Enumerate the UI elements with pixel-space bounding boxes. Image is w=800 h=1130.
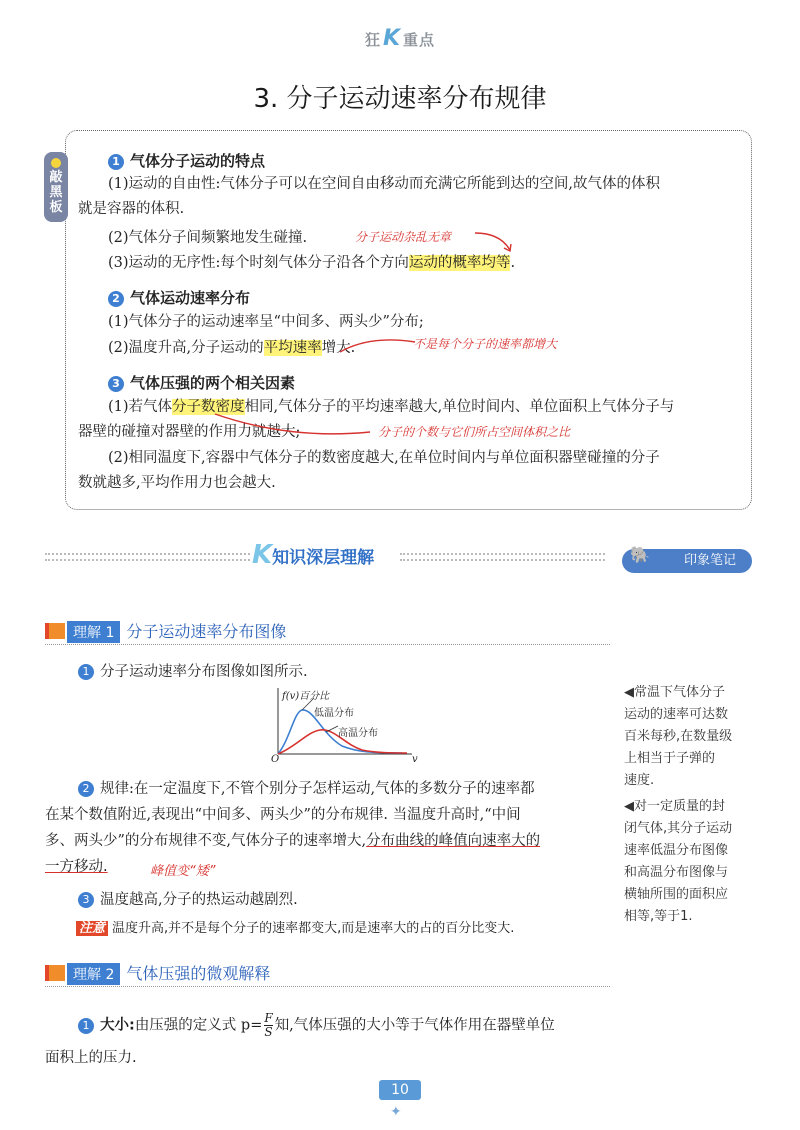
key-points-tab bbox=[44, 152, 68, 222]
note-arrow bbox=[330, 330, 420, 360]
text: 温度升高,并不是每个分子的速率都变大,而是速率大的占的百分比变大. bbox=[112, 921, 515, 936]
graph-high-label: 高温分布 bbox=[338, 728, 378, 739]
graph-ylabel: f(v)百分比 bbox=[282, 691, 330, 702]
body-para bbox=[78, 777, 535, 802]
box-para: 数就越多,平均作用力也会越大. bbox=[78, 475, 276, 491]
heading-text: 气体分子运动的特点 bbox=[130, 152, 266, 170]
text: 多、两头少”的分布规律不变,气体分子的速率增大, bbox=[45, 833, 367, 849]
body-para: 一方移动. bbox=[45, 859, 108, 875]
box-para bbox=[108, 251, 515, 276]
highlight-text: 分子数密度 bbox=[172, 399, 245, 415]
book-icon bbox=[45, 965, 65, 981]
body-para: 面积上的压力. bbox=[45, 1050, 137, 1066]
number-3-icon: 3 bbox=[108, 376, 124, 392]
text: 由压强的定义式 p= bbox=[134, 1017, 263, 1034]
brand-right: 重点 bbox=[403, 31, 436, 49]
divider bbox=[45, 559, 250, 561]
brand-left: 狂 bbox=[364, 31, 381, 49]
page-title: 3. 分子运动速率分布规律 bbox=[253, 84, 547, 114]
handwritten-note: 分子的个数与它们所占空间体积之比 bbox=[378, 425, 571, 439]
handwritten-note: 峰值变“矮” bbox=[150, 864, 216, 879]
divider bbox=[400, 553, 605, 555]
body-para: 在某个数值附近,表现出“中间多、两头少”的分布规律. 当温度升高时,“中间 bbox=[45, 807, 521, 823]
text: (3)运动的无序性:每个时刻气体分子沿各个方向 bbox=[108, 255, 409, 271]
handwritten-note: 分子运动杂乱无章 bbox=[355, 230, 452, 244]
tab-char: 黑 bbox=[49, 185, 63, 200]
underlined-text: 分布曲线的峰值向速率大的 bbox=[366, 833, 541, 849]
heading-text: 气体运动速率分布 bbox=[130, 289, 251, 307]
box-heading-2 bbox=[108, 287, 250, 308]
number-3-icon: 3 bbox=[78, 892, 94, 908]
fraction-numerator: F bbox=[264, 1011, 273, 1025]
highlight-text: 平均速率 bbox=[263, 340, 322, 356]
divider bbox=[45, 986, 610, 987]
handwritten-note: 不是每个分子的速率都增大 bbox=[413, 337, 558, 351]
graph-low-label: 低温分布 bbox=[314, 708, 354, 719]
section-tag: 理解 2 bbox=[67, 963, 120, 985]
text: . bbox=[510, 255, 516, 271]
body-para bbox=[78, 1012, 555, 1039]
book-icon bbox=[45, 623, 65, 639]
text: 规律:在一定温度下,不管个别分子怎样运动,气体的多数分子的速率都 bbox=[100, 781, 535, 797]
number-1-icon: 1 bbox=[78, 664, 94, 680]
tab-char: 板 bbox=[49, 200, 63, 215]
divider bbox=[400, 559, 605, 561]
graph-origin: O bbox=[271, 754, 280, 765]
deep-understanding-title bbox=[252, 540, 374, 570]
box-para: 就是容器的体积. bbox=[78, 201, 185, 217]
text: (1)若气体 bbox=[108, 399, 173, 415]
side-line: 百米每秒,在数量级 bbox=[624, 729, 733, 744]
side-line: ◀常温下气体分子 bbox=[624, 685, 725, 700]
side-line: 相等,等于1. bbox=[624, 909, 693, 924]
section-1-heading bbox=[45, 619, 286, 643]
brand-header bbox=[0, 26, 800, 51]
side-line: 上相当于子弹的 bbox=[624, 751, 716, 766]
fraction-denominator: S bbox=[264, 1025, 273, 1039]
box-para: (2)气体分子间频繁地发生碰撞. bbox=[108, 230, 308, 246]
box-para: 器壁的碰撞对器壁的作用力就越大; bbox=[78, 424, 301, 440]
memo-label: 印象笔记 bbox=[683, 553, 736, 568]
section-2-heading bbox=[45, 961, 270, 985]
text: 知,气体压强的大小等于气体作用在器壁单位 bbox=[274, 1017, 555, 1034]
text: 温度越高,分子的热运动越剧烈. bbox=[100, 892, 298, 908]
fraction bbox=[264, 1012, 272, 1039]
body-para bbox=[45, 829, 540, 854]
side-line: ◀对一定质量的封 bbox=[624, 799, 725, 814]
number-1-icon: 1 bbox=[78, 1018, 94, 1034]
heading-text: 知识深层理解 bbox=[272, 548, 375, 568]
side-note-1 bbox=[624, 682, 754, 792]
box-para: (1)气体分子的运动速率呈“中间多、两头少”分布; bbox=[108, 314, 424, 330]
box-para bbox=[108, 336, 355, 361]
elephant-icon: 🐘 bbox=[630, 545, 650, 564]
brand-k-logo: K bbox=[382, 26, 402, 51]
text: 增大. bbox=[321, 340, 356, 356]
divider bbox=[45, 553, 250, 555]
heading-text: 气体压强的两个相关因素 bbox=[130, 374, 296, 392]
box-heading-3 bbox=[108, 372, 295, 393]
side-note-2 bbox=[624, 796, 754, 928]
box-para: (1)运动的自由性:气体分子可以在空间自由移动而充满它所能到达的空间,故气体的体积 bbox=[108, 176, 661, 192]
side-line: 横轴所围的面积应 bbox=[624, 887, 729, 902]
side-line: 和高温分布图像与 bbox=[624, 865, 729, 880]
note-arrow bbox=[210, 410, 380, 440]
side-line: 速率低温分布图像 bbox=[624, 843, 729, 858]
side-line: 运动的速率可达数 bbox=[624, 707, 729, 722]
side-line: 闭气体,其分子运动 bbox=[624, 821, 733, 836]
section-tag: 理解 1 bbox=[67, 621, 120, 643]
highlight-text: 运动的概率均等 bbox=[408, 255, 511, 271]
side-line: 速度. bbox=[624, 773, 655, 788]
number-1-icon: 1 bbox=[108, 154, 124, 170]
attention-badge: 注意 bbox=[76, 921, 108, 936]
divider bbox=[45, 644, 610, 645]
bird-icon: ✦ bbox=[390, 1104, 402, 1120]
number-2-icon: 2 bbox=[108, 291, 124, 307]
box-para bbox=[108, 395, 674, 420]
tab-char: 敲 bbox=[49, 170, 63, 185]
page-number: 10 bbox=[379, 1080, 421, 1100]
box-para: (2)相同温度下,容器中气体分子的数密度越大,在单位时间内与单位面积器壁碰撞的分子 bbox=[108, 450, 660, 466]
attention-note bbox=[76, 917, 514, 936]
k-logo-icon: K bbox=[252, 540, 273, 570]
text: (2)温度升高,分子运动的 bbox=[108, 340, 264, 356]
bold-text: 大小: bbox=[100, 1017, 135, 1034]
section-title: 分子运动速率分布图像 bbox=[126, 622, 287, 641]
body-para bbox=[78, 888, 298, 913]
text: 分子运动速率分布图像如图所示. bbox=[100, 664, 308, 680]
body-para bbox=[78, 660, 308, 685]
graph-xlabel: v bbox=[412, 754, 418, 765]
number-2-icon: 2 bbox=[78, 781, 94, 797]
bulb-icon bbox=[51, 158, 61, 168]
box-heading-1 bbox=[108, 150, 265, 171]
text: 相同,气体分子的平均速率越大,单位时间内、单位面积上气体分子与 bbox=[244, 399, 675, 415]
section-title: 气体压强的微观解释 bbox=[126, 964, 271, 983]
